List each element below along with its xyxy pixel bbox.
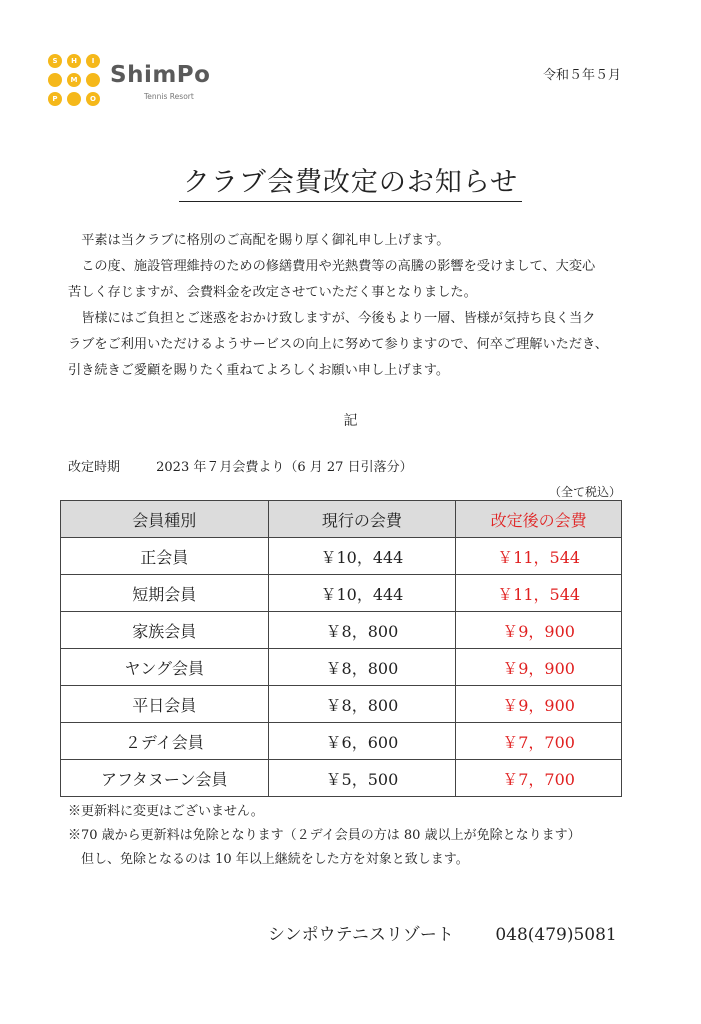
page-title: クラブ会費改定のお知らせ [179, 160, 522, 202]
new-fee: ￥9，900 [456, 686, 622, 723]
company-name: シンポウテニスリゾート [268, 925, 454, 945]
body-paragraph: 平素は当クラブに格別のご高配を賜り厚く御礼申し上げます。 [81, 233, 450, 248]
fee-table [60, 500, 622, 797]
note-line: ※70 歳から更新料は免除となります（２デイ会員の方は 80 歳以上が免除となります） [68, 828, 581, 843]
member-type: 正会員 [61, 538, 269, 575]
member-type: アフタヌーン会員 [61, 760, 269, 797]
footer-contact [268, 920, 617, 945]
new-fee: ￥7，700 [456, 760, 622, 797]
table-row [61, 723, 622, 760]
revision-period [68, 456, 413, 475]
current-fee: ￥8，800 [268, 686, 456, 723]
new-fee: ￥9，900 [456, 649, 622, 686]
brand-subtitle: Tennis Resort [144, 92, 194, 101]
table-row [61, 649, 622, 686]
new-fee: ￥7，700 [456, 723, 622, 760]
new-fee: ￥11，544 [456, 575, 622, 612]
table-row [61, 575, 622, 612]
shimpo-logo [48, 54, 228, 110]
ki-heading: 記 [343, 413, 358, 429]
member-type: 短期会員 [61, 575, 269, 612]
table-row [61, 612, 622, 649]
tax-note: （全て税込） [548, 485, 621, 499]
page-title-wrap [0, 160, 701, 202]
brand-name: ShimPo [110, 62, 211, 88]
phone-number: 048(479)5081 [495, 925, 617, 945]
note-line: 但し、免除となるのは 10 年以上継続をした方を対象と致します。 [68, 852, 469, 867]
body-paragraph: この度、施設管理維持のための修繕費用や光熱費等の高騰の影響を受けまして、大変心 苦しく存じますが、会費料金を改定させていただく事となりました。 [68, 259, 596, 300]
notes [68, 800, 581, 872]
current-fee: ￥5，500 [268, 760, 456, 797]
body-paragraph: 皆様にはご負担とご迷惑をおかけ致しますが、今後もより一層、皆様が気持ち良く当ク ラブをご利用いただけるようサービスの向上に努めて参りますので、何卒ご理解いただき、 引き続きご愛顧を賜りたく重ねてよろしくお願い申し上げます。 [68, 311, 608, 378]
member-type: 平日会員 [61, 686, 269, 723]
note-line: ※更新料に変更はございません。 [68, 804, 264, 819]
table-row [61, 686, 622, 723]
period-value: 2023 年７月会費より（6 月 27 日引落分） [156, 460, 413, 475]
header-current-fee: 現行の会費 [268, 501, 456, 538]
current-fee: ￥10，444 [268, 575, 456, 612]
member-type: 家族会員 [61, 612, 269, 649]
current-fee: ￥8，800 [268, 649, 456, 686]
body-text [68, 228, 658, 384]
member-type: ２デイ会員 [61, 723, 269, 760]
current-fee: ￥8，800 [268, 612, 456, 649]
header-new-fee: 改定後の会費 [456, 501, 622, 538]
new-fee: ￥11，544 [456, 538, 622, 575]
header-member-type: 会員種別 [61, 501, 269, 538]
new-fee: ￥9，900 [456, 612, 622, 649]
current-fee: ￥10，444 [268, 538, 456, 575]
table-row [61, 538, 622, 575]
issue-date: 令和５年５月 [542, 68, 621, 83]
member-type: ヤング会員 [61, 649, 269, 686]
table-header-row [61, 501, 622, 538]
logo-dots-icon: S H I M P O [48, 54, 102, 108]
period-label: 改定時期 [68, 460, 121, 475]
current-fee: ￥6，600 [268, 723, 456, 760]
table-row [61, 760, 622, 797]
